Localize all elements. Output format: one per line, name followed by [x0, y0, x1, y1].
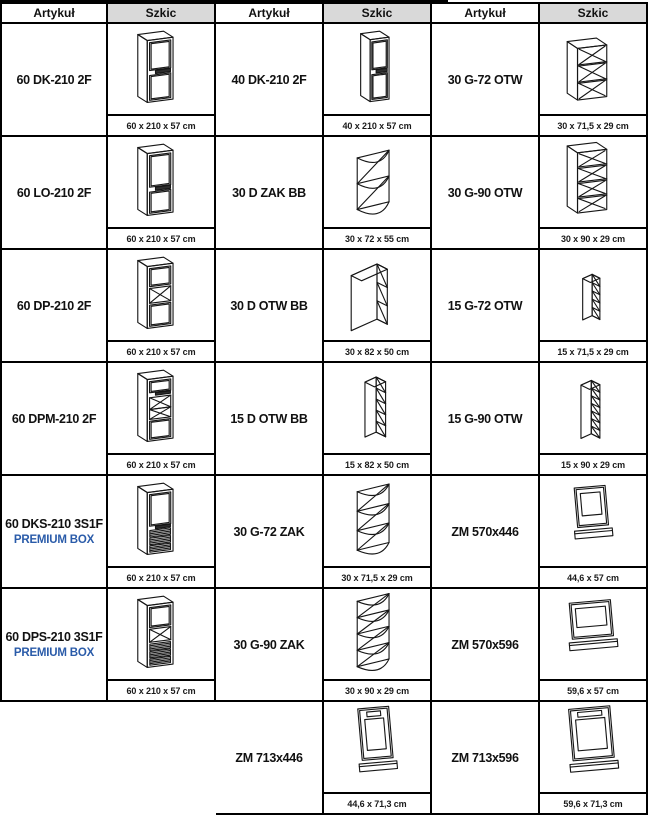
dimensions-label: 44,6 x 71,3 cm: [324, 792, 430, 813]
article-label: ZM 713x596: [451, 750, 519, 765]
dimensions-label: 60 x 210 x 57 cm: [108, 227, 214, 248]
sketch-cell: [324, 24, 432, 137]
zm-frame-446-sketch-icon: [540, 476, 646, 566]
tall-cabinet-drawers-sketch-icon: [108, 476, 214, 566]
tall-cabinet-lo-sketch-icon: [108, 137, 214, 227]
dimensions-label: 30 x 90 x 29 cm: [540, 227, 646, 248]
open-shelf-4-sketch-icon: [540, 137, 646, 227]
article-label: 30 G-90 ZAK: [233, 637, 305, 652]
sketch-cell: [540, 24, 648, 137]
article-label: 15 G-90 OTW: [447, 411, 523, 426]
article-label: 30 G-90 OTW: [447, 185, 523, 200]
sketch-cell: [324, 476, 432, 589]
header-szkic: Szkic: [540, 2, 648, 24]
sketch-cell: [108, 24, 216, 137]
article-label: 60 DKS-210 3S1F: [5, 517, 103, 531]
sketch-cell: [324, 250, 432, 363]
cargo-rack-slim-sketch-icon: [324, 363, 430, 453]
article-cell: [0, 250, 108, 363]
header-artykul: Artykuł: [216, 2, 324, 24]
cargo-rack-wide-sketch-icon: [324, 250, 430, 340]
sketch-cell: [540, 589, 648, 702]
article-label: 30 G-72 OTW: [447, 72, 523, 87]
sketch-cell: [540, 363, 648, 476]
article-label: ZM 570x446: [451, 524, 519, 539]
article-cell: [216, 589, 324, 702]
article-cell: [0, 589, 108, 702]
article-label: 40 DK-210 2F: [231, 72, 307, 87]
dimensions-label: 60 x 210 x 57 cm: [108, 679, 214, 700]
slim-shelf-5-sketch-icon: [540, 250, 646, 340]
header-artykul: Artykuł: [0, 2, 108, 24]
article-label: 60 DPS-210 3S1F: [5, 630, 103, 644]
sketch-cell: [108, 589, 216, 702]
corner-shelf-4-sketch-icon: [324, 476, 430, 566]
tall-cabinet-dps-sketch-icon: [108, 589, 214, 679]
article-cell: [216, 24, 324, 137]
article-cell: [432, 363, 540, 476]
article-label: 60 DK-210 2F: [16, 72, 92, 87]
dimensions-label: 30 x 90 x 29 cm: [324, 679, 430, 700]
article-label: ZM 570x596: [451, 637, 519, 652]
dimensions-label: 40 x 210 x 57 cm: [324, 114, 430, 135]
article-cell: [216, 476, 324, 589]
article-cell: [0, 363, 108, 476]
dimensions-label: 44,6 x 57 cm: [540, 566, 646, 587]
dimensions-label: 15 x 71,5 x 29 cm: [540, 340, 646, 361]
sketch-cell: [108, 363, 216, 476]
dimensions-label: 15 x 82 x 50 cm: [324, 453, 430, 474]
sketch-cell: [324, 137, 432, 250]
article-cell: [0, 24, 108, 137]
sketch-cell: [108, 476, 216, 589]
article-cell: [216, 363, 324, 476]
tall-cabinet-2f-sketch-icon: [108, 24, 214, 114]
article-cell: [0, 137, 108, 250]
sketch-cell: [324, 363, 432, 476]
premium-box-label: PREMIUM BOX: [13, 647, 95, 659]
sketch-cell: [324, 589, 432, 702]
sketch-cell: [108, 250, 216, 363]
dimensions-label: 59,6 x 71,3 cm: [540, 792, 646, 813]
article-label: 30 D OTW BB: [230, 298, 308, 313]
article-label: 60 DP-210 2F: [16, 298, 92, 313]
article-label: 60 DPM-210 2F: [11, 411, 97, 426]
article-label: 30 G-72 ZAK: [233, 524, 305, 539]
sketch-cell: [108, 137, 216, 250]
article-cell: [0, 476, 108, 589]
dimensions-label: 30 x 82 x 50 cm: [324, 340, 430, 361]
premium-box-label: PREMIUM BOX: [13, 534, 95, 546]
empty-cell: [0, 702, 216, 815]
article-label: 60 LO-210 2F: [16, 185, 92, 200]
zm-frame-713x596-sketch-icon: [540, 702, 646, 792]
catalog-table: [0, 2, 648, 815]
tall-cabinet-2f-narrow-sketch-icon: [324, 24, 430, 114]
dimensions-label: 60 x 210 x 57 cm: [108, 114, 214, 135]
article-cell: [432, 589, 540, 702]
corner-shelf-5-sketch-icon: [324, 589, 430, 679]
article-cell: [216, 702, 324, 815]
article-cell: [432, 137, 540, 250]
zm-frame-596-sketch-icon: [540, 589, 646, 679]
dimensions-label: 15 x 90 x 29 cm: [540, 453, 646, 474]
sketch-cell: [540, 250, 648, 363]
dimensions-label: 59,6 x 57 cm: [540, 679, 646, 700]
article-label: 15 G-72 OTW: [447, 298, 523, 313]
sketch-cell: [540, 137, 648, 250]
header-artykul: Artykuł: [432, 2, 540, 24]
tall-cabinet-dpm-sketch-icon: [108, 363, 214, 453]
sketch-cell: [540, 702, 648, 815]
article-cell: [216, 137, 324, 250]
header-szkic: Szkic: [324, 2, 432, 24]
slim-shelf-7-sketch-icon: [540, 363, 646, 453]
article-label: 30 D ZAK BB: [232, 185, 306, 200]
tall-cabinet-dp-sketch-icon: [108, 250, 214, 340]
corner-shelf-2-sketch-icon: [324, 137, 430, 227]
sketch-cell: [324, 702, 432, 815]
article-cell: [432, 24, 540, 137]
dimensions-label: 30 x 72 x 55 cm: [324, 227, 430, 248]
dimensions-label: 30 x 71,5 x 29 cm: [540, 114, 646, 135]
article-label: 15 D OTW BB: [230, 411, 308, 426]
article-cell: [216, 250, 324, 363]
zm-frame-713x446-sketch-icon: [324, 702, 430, 792]
open-shelf-3-sketch-icon: [540, 24, 646, 114]
sketch-cell: [540, 476, 648, 589]
article-label: ZM 713x446: [235, 750, 303, 765]
header-szkic: Szkic: [108, 2, 216, 24]
dimensions-label: 60 x 210 x 57 cm: [108, 340, 214, 361]
article-cell: [432, 702, 540, 815]
dimensions-label: 30 x 71,5 x 29 cm: [324, 566, 430, 587]
article-cell: [432, 250, 540, 363]
dimensions-label: 60 x 210 x 57 cm: [108, 566, 214, 587]
article-cell: [432, 476, 540, 589]
dimensions-label: 60 x 210 x 57 cm: [108, 453, 214, 474]
